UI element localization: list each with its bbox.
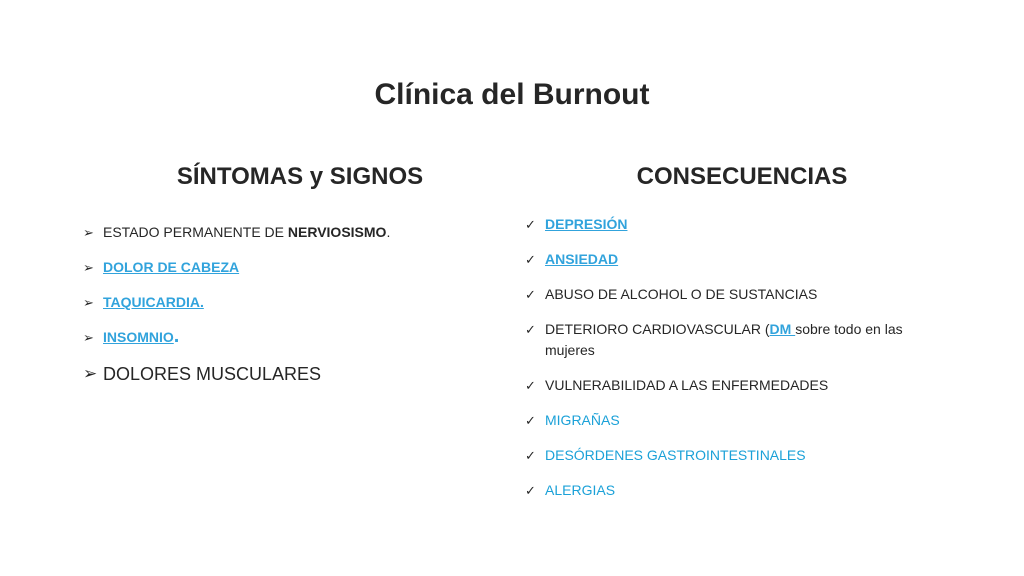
item-text: VULNERABILIDAD A LAS ENFERMEDADES: [545, 377, 829, 393]
slide-title: Clínica del Burnout: [374, 78, 650, 111]
item-accent-text: ALERGIAS: [545, 482, 616, 498]
symptoms-list: [83, 222, 483, 400]
item-accent-text: MIGRAÑAS: [545, 412, 620, 428]
checkmark-icon: ✓: [525, 287, 536, 302]
checkmark-icon: ✓: [525, 217, 536, 232]
item-prefix: DETERIORO CARDIOVASCULAR (: [545, 321, 770, 337]
list-item-ansiedad: [525, 249, 945, 270]
arrow-bullet-icon: ➢: [83, 295, 94, 310]
consequences-list: [525, 214, 945, 515]
list-item-taquicardia: [83, 292, 483, 313]
list-item-deterioro-cardiovascular: [525, 319, 945, 361]
item-prefix: ESTADO PERMANENTE DE: [103, 224, 288, 240]
link-taquicardia[interactable]: TAQUICARDIA.: [103, 294, 204, 310]
list-item-migranas: [525, 410, 945, 431]
symptoms-heading: SÍNTOMAS y SIGNOS: [176, 163, 424, 190]
list-item-insomnio: [83, 327, 483, 348]
checkmark-icon: ✓: [525, 378, 536, 393]
link-depresion[interactable]: DEPRESIÓN: [545, 216, 628, 232]
item-text: ABUSO DE ALCOHOL O DE SUSTANCIAS: [545, 286, 818, 302]
list-item-alergias: [525, 480, 945, 501]
arrow-bullet-icon: ➢: [83, 260, 94, 275]
item-emphasis: NERVIOSISMO: [287, 224, 387, 240]
arrow-bullet-icon: ➢: [83, 364, 98, 383]
checkmark-icon: ✓: [525, 413, 536, 428]
item-suffix: sobre todo en las mujeres: [545, 321, 903, 358]
checkmark-icon: ✓: [525, 448, 536, 463]
checkmark-icon: ✓: [525, 322, 536, 337]
link-insomnio[interactable]: INSOMNIO: [103, 329, 174, 345]
checkmark-icon: ✓: [525, 252, 536, 267]
item-suffix: .: [386, 224, 391, 240]
item-accent-text: DESÓRDENES GASTROINTESTINALES: [545, 447, 806, 463]
link-dolor-de-cabeza[interactable]: DOLOR DE CABEZA: [103, 259, 240, 275]
checkmark-icon: ✓: [525, 483, 536, 498]
list-item-abuso: [525, 284, 945, 305]
consequences-heading: CONSECUENCIAS: [636, 163, 848, 190]
list-item-vulnerabilidad: [525, 375, 945, 396]
link-ansiedad[interactable]: ANSIEDAD: [545, 251, 619, 267]
item-text: DOLORES MUSCULARES: [103, 364, 322, 384]
item-suffix: .: [173, 325, 180, 347]
list-item-dolor-de-cabeza: [83, 257, 483, 278]
list-item-nerviosismo: [83, 222, 483, 243]
arrow-bullet-icon: ➢: [83, 225, 94, 240]
list-item-dolores-musculares: [83, 362, 483, 386]
list-item-desordenes: [525, 445, 945, 466]
link-dm[interactable]: DM: [769, 321, 796, 337]
arrow-bullet-icon: ➢: [83, 330, 94, 345]
list-item-depresion: [525, 214, 945, 235]
